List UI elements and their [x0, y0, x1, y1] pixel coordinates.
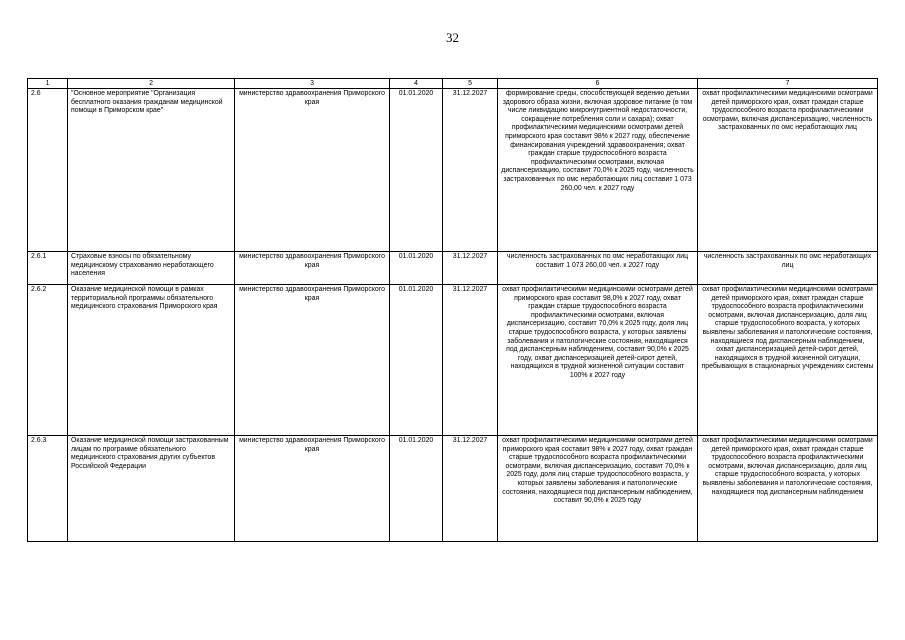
expected-result: численность застрахованных по омс неработающих лиц составит 1 073 260,00 чел. к 2027 году	[498, 252, 698, 285]
activity-name: Страховые взносы по обязательному медицинскому страхованию неработающего населения	[68, 252, 235, 285]
row-number: 2.6.1	[28, 252, 68, 285]
activity-name: Оказание медицинской помощи в рамках территориальной программы обязательного медицинского страхования Приморского края	[68, 285, 235, 436]
column-header: 7	[698, 79, 878, 89]
end-date: 31.12.2027	[443, 285, 498, 436]
table-row	[28, 285, 878, 436]
row-number: 2.6	[28, 89, 68, 252]
start-date: 01.01.2020	[390, 89, 443, 252]
related-indicator: охват профилактическими медицинскими осмотрами детей приморского края, охват граждан старше трудоспособного возраста профилактическими осмотрами, включая диспансеризацию, доля лиц старше трудоспособного возраста, у которых выявлены заболевания и патологические состояния, находящиеся под диспансерным наблюдением, охват диспансеризацией детей-сирот детей, находящихся в трудной жизненной ситуации, пребывающих в стационарных учреждениях системы	[698, 285, 878, 436]
column-header: 2	[68, 79, 235, 89]
responsible-executor: министерство здравоохранения Приморского края	[235, 285, 390, 436]
responsible-executor: министерство здравоохранения Приморского края	[235, 89, 390, 252]
column-number-row	[28, 79, 878, 89]
activity-name: "Основное мероприятие "Организация бесплатного оказания гражданам медицинской помощи в Приморском крае"	[68, 89, 235, 252]
page-number: 32	[446, 30, 459, 45]
expected-result: формирование среды, способствующей ведению детьми здорового образа жизни, включая здоровое питание (в том числе ликвидацию микронутриентной недостаточности, сокращение потребления соли и сахара); охват профилактическими медицинскими осмотрами детей приморского края составит 98% к 2027 году, обеспечение финансирования учреждений здравоохранения; охват граждан старше трудоспособного возраста профилактическими осмотрами, включая диспансеризацию, составит 70,0% к 2025 году, численность застрахованных по омс неработающих лиц составит 1 073 260,00 чел. к 2027 году	[498, 89, 698, 252]
start-date: 01.01.2020	[390, 436, 443, 542]
column-header: 1	[28, 79, 68, 89]
activity-name: Оказание медицинской помощи застрахованным лицам по программе обязательного медицинского страхования других субъектов Российской Федерации	[68, 436, 235, 542]
related-indicator: численность застрахованных по омс неработающих лиц	[698, 252, 878, 285]
table-row	[28, 252, 878, 285]
end-date: 31.12.2027	[443, 89, 498, 252]
start-date: 01.01.2020	[390, 285, 443, 436]
row-number: 2.6.3	[28, 436, 68, 542]
column-header: 5	[443, 79, 498, 89]
end-date: 31.12.2027	[443, 436, 498, 542]
responsible-executor: министерство здравоохранения Приморского края	[235, 252, 390, 285]
expected-result: охват профилактическими медицинскими осмотрами детей приморского края составит 98,0% к 2027 году, охват граждан старше трудоспособного возраста профилактическими осмотрами, включая диспансеризацию, составит 70,0% к 2025 году, доля лиц старше трудоспособного возраста, у которых заявлены заболевания и патологические состояния, находящиеся под диспансерным наблюдением, составит 90,0% к 2025 году, охват диспансеризацией детей-сирот детей, находящихся в трудной жизненной ситуации составит 100% к 2027 году	[498, 285, 698, 436]
table-row	[28, 436, 878, 542]
related-indicator: охват профилактическими медицинскими осмотрами детей приморского края, охват граждан старше трудоспособного возраста профилактическими осмотрами, включая диспансеризацию, численность застрахованных по омс неработающих лиц	[698, 89, 878, 252]
start-date: 01.01.2020	[390, 252, 443, 285]
table-row	[28, 89, 878, 252]
program-activities-table	[27, 78, 878, 542]
end-date: 31.12.2027	[443, 252, 498, 285]
responsible-executor: министерство здравоохранения Приморского края	[235, 436, 390, 542]
column-header: 3	[235, 79, 390, 89]
expected-result: охват профилактическими медицинскими осмотрами детей приморского края составит 98% к 2027 году, охват граждан старше трудоспособного возраста профилактическими осмотрами, включая диспансеризацию, составит 70,0% к 2025 году, доля лиц старше трудоспособного возраста, у которых заявлены заболевания и патологические состояния, находящиеся под диспансерным наблюдением, составит 90,0% к 2025 году	[498, 436, 698, 542]
column-header: 4	[390, 79, 443, 89]
column-header: 6	[498, 79, 698, 89]
row-number: 2.6.2	[28, 285, 68, 436]
related-indicator: охват профилактическими медицинскими осмотрами детей приморского края, охват граждан старше трудоспособного возраста профилактическими осмотрами, включая диспансеризацию, доля лиц старше трудоспособного возраста, у которых выявлены заболевания и патологические состояния, находящиеся под диспансерным наблюдением	[698, 436, 878, 542]
